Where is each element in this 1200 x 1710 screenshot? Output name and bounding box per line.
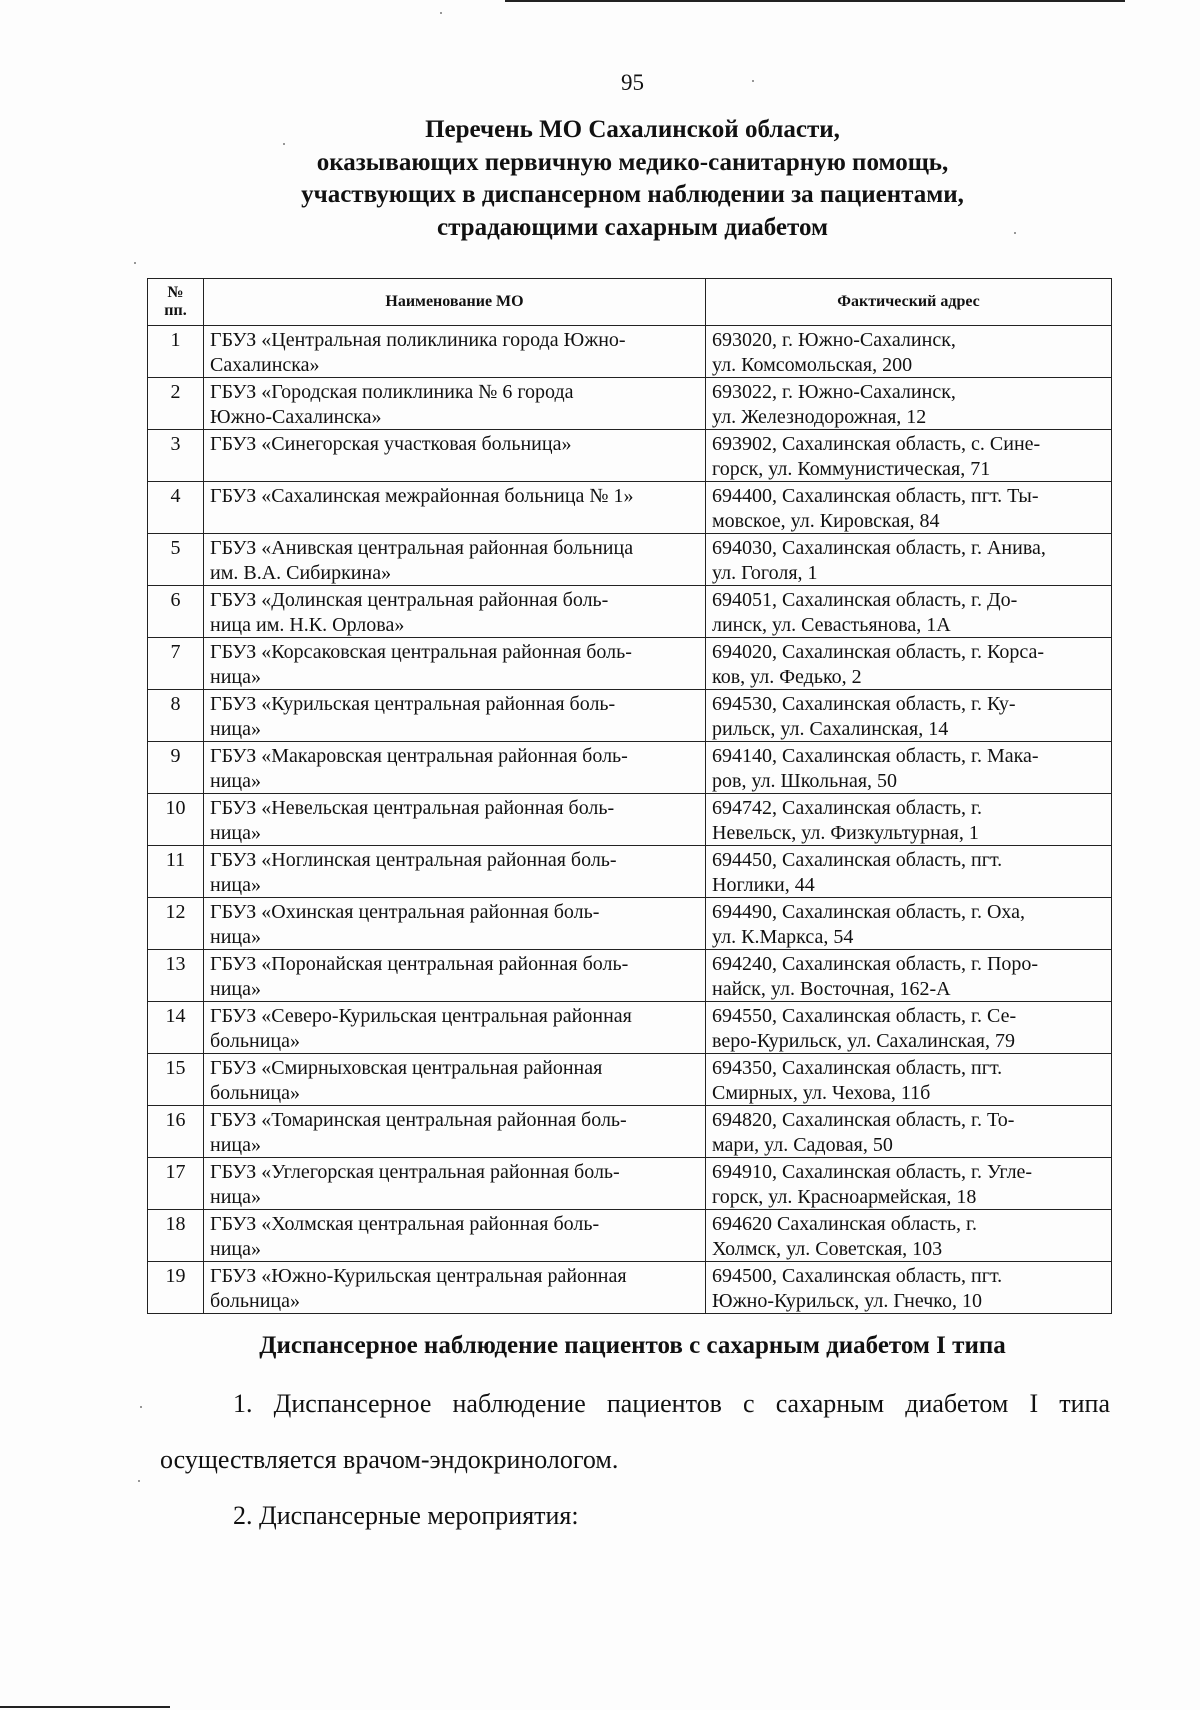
title-line: страдающими сахарным диабетом (436, 213, 829, 241)
row-number: 5 (148, 534, 204, 586)
paragraph-2: 2. Диспансерные мероприятия: (233, 1501, 579, 1530)
mo-name-cell (204, 794, 706, 846)
mo-address-line: 694051, Сахалинская область, г. До- (712, 589, 1018, 611)
mo-name-line: ГБУЗ «Сахалинская межрайонная больница № 1» (210, 485, 634, 507)
page-number: 95 (621, 70, 644, 95)
mo-name-line: ница» (210, 1133, 261, 1156)
mo-name-line: Южно-Сахалинска» (210, 405, 382, 428)
mo-address-line: 694350, Сахалинская область, пгт. (712, 1057, 1003, 1079)
mo-name-line: ница» (210, 1185, 261, 1208)
mo-name-cell (204, 638, 706, 690)
mo-address-line: 694490, Сахалинская область, г. Оха, (712, 901, 1026, 923)
header-number-line2: пп. (164, 302, 187, 319)
mo-address-cell (706, 638, 1112, 690)
row-number: 10 (148, 794, 204, 846)
mo-address-line: рильск, ул. Сахалинская, 14 (712, 717, 949, 740)
table-row (148, 586, 1112, 638)
mo-name-line: ница» (210, 977, 261, 1000)
row-number: 1 (148, 326, 204, 378)
mo-name-cell (204, 1210, 706, 1262)
scan-speck (140, 1406, 142, 1408)
mo-address-line: найск, ул. Восточная, 162-А (712, 977, 951, 1000)
mo-address-cell (706, 690, 1112, 742)
table-row (148, 1158, 1112, 1210)
mo-name-cell (204, 326, 706, 378)
mo-address-line: 694500, Сахалинская область, пгт. (712, 1265, 1003, 1287)
header-address: Фактический адрес (706, 279, 1112, 326)
mo-name-line: ГБУЗ «Центральная поликлиника города Южно- (210, 329, 626, 351)
mo-address-cell (706, 794, 1112, 846)
row-number: 18 (148, 1210, 204, 1262)
mo-name-line: ница» (210, 769, 261, 792)
mo-name-line: ница им. Н.К. Орлова» (210, 613, 405, 636)
mo-address-line: 694530, Сахалинская область, г. Ку- (712, 693, 1016, 715)
mo-name-cell (204, 1106, 706, 1158)
mo-name-line: ГБУЗ «Долинская центральная районная боль- (210, 589, 609, 611)
row-number: 4 (148, 482, 204, 534)
mo-name-cell (204, 742, 706, 794)
mo-address-line: 694620 Сахалинская область, г. (712, 1213, 977, 1235)
mo-address-line: Холмск, ул. Советская, 103 (712, 1237, 943, 1260)
mo-address-line: 693022, г. Южно-Сахалинск, (712, 381, 956, 403)
table-body (148, 326, 1112, 1314)
table-header-row (148, 279, 1112, 326)
mo-address-cell (706, 950, 1112, 1002)
medical-organizations-table (147, 278, 1112, 1314)
mo-name-cell (204, 690, 706, 742)
mo-address-line: 694240, Сахалинская область, г. Поро- (712, 953, 1039, 975)
mo-name-cell (204, 586, 706, 638)
title-line: участвующих в диспансерном наблюдении за пациентами, (301, 181, 964, 208)
mo-address-cell (706, 898, 1112, 950)
mo-address-cell (706, 1106, 1112, 1158)
table-row (148, 898, 1112, 950)
mo-name-line: ГБУЗ «Северо-Курильская центральная районная (210, 1005, 632, 1027)
mo-name-cell (204, 378, 706, 430)
section-heading: Диспансерное наблюдение пациентов с сахарным диабетом I типа (259, 1332, 1006, 1359)
mo-address-line: ул. Гоголя, 1 (712, 561, 818, 584)
mo-address-cell (706, 326, 1112, 378)
row-number: 12 (148, 898, 204, 950)
row-number: 2 (148, 378, 204, 430)
table-row (148, 950, 1112, 1002)
mo-name-line: ница» (210, 717, 261, 740)
scan-speck (134, 262, 136, 264)
mo-address-line: веро-Курильск, ул. Сахалинская, 79 (712, 1029, 1015, 1052)
table-row (148, 1054, 1112, 1106)
mo-address-cell (706, 482, 1112, 534)
mo-name-cell (204, 430, 706, 482)
mo-address-line: 694140, Сахалинская область, г. Мака- (712, 745, 1039, 767)
mo-address-line: горск, ул. Коммунистическая, 71 (712, 457, 991, 480)
mo-address-cell (706, 1002, 1112, 1054)
row-number: 15 (148, 1054, 204, 1106)
row-number: 16 (148, 1106, 204, 1158)
mo-name-line: ница» (210, 925, 261, 948)
table-row (148, 742, 1112, 794)
mo-name-line: ГБУЗ «Углегорская центральная районная боль- (210, 1161, 620, 1183)
mo-name-cell (204, 1054, 706, 1106)
mo-address-line: 694550, Сахалинская область, г. Се- (712, 1005, 1017, 1027)
mo-name-cell (204, 1158, 706, 1210)
header-number-line1: № (167, 284, 184, 301)
table-row (148, 794, 1112, 846)
mo-name-line: ГБУЗ «Томаринская центральная районная боль- (210, 1109, 627, 1131)
table-row (148, 326, 1112, 378)
title-line: Перечень МО Сахалинской области, (425, 116, 840, 143)
mo-name-line: ГБУЗ «Городская поликлиника № 6 города (210, 381, 574, 403)
mo-name-line: ница» (210, 873, 261, 896)
mo-name-line: ГБУЗ «Охинская центральная районная боль- (210, 901, 600, 923)
mo-name-line: ГБУЗ «Курильская центральная районная боль- (210, 693, 616, 715)
mo-address-line: ул. Комсомольская, 200 (712, 353, 913, 376)
mo-name-cell (204, 898, 706, 950)
mo-name-line: ГБУЗ «Синегорская участковая больница» (210, 433, 572, 455)
table-row (148, 534, 1112, 586)
table-row (148, 430, 1112, 482)
mo-address-line: 694910, Сахалинская область, г. Угле- (712, 1161, 1033, 1183)
mo-name-line: ГБУЗ «Холмская центральная районная боль- (210, 1213, 600, 1235)
table-row (148, 1002, 1112, 1054)
mo-name-line: ница» (210, 821, 261, 844)
mo-address-line: 694030, Сахалинская область, г. Анива, (712, 537, 1046, 559)
mo-name-line: больница» (210, 1029, 300, 1052)
mo-name-line: больница» (210, 1081, 300, 1104)
title-line: оказывающих первичную медико-санитарную помощь, (316, 148, 949, 176)
mo-address-cell (706, 1158, 1112, 1210)
mo-address-cell (706, 846, 1112, 898)
mo-name-line: ГБУЗ «Корсаковская центральная районная боль- (210, 641, 632, 663)
mo-address-cell (706, 1054, 1112, 1106)
row-number: 13 (148, 950, 204, 1002)
mo-name-line: ГБУЗ «Смирныховская центральная районная (210, 1057, 603, 1079)
row-number: 17 (148, 1158, 204, 1210)
mo-name-line: ГБУЗ «Невельская центральная районная боль- (210, 797, 615, 819)
row-number: 7 (148, 638, 204, 690)
table-row (148, 638, 1112, 690)
mo-address-line: Невельск, ул. Физкультурная, 1 (712, 821, 979, 844)
table-row (148, 1210, 1112, 1262)
row-number: 19 (148, 1262, 204, 1314)
mo-address-line: линск, ул. Севастьянова, 1А (712, 613, 951, 636)
mo-address-line: Ноглики, 44 (712, 873, 815, 896)
header-number (148, 279, 204, 326)
row-number: 6 (148, 586, 204, 638)
mo-name-line: им. В.А. Сибиркина» (210, 561, 392, 584)
table-row (148, 482, 1112, 534)
document-title (130, 114, 1135, 244)
top-edge-rule (505, 0, 1125, 2)
mo-name-line: ница» (210, 1237, 261, 1260)
mo-address-line: горск, ул. Красноармейская, 18 (712, 1185, 977, 1208)
mo-address-cell (706, 742, 1112, 794)
mo-address-cell (706, 1210, 1112, 1262)
mo-address-line: 693902, Сахалинская область, с. Сине- (712, 433, 1041, 455)
mo-address-line: ул. Железнодорожная, 12 (712, 405, 927, 428)
scan-speck (138, 1480, 140, 1482)
mo-address-line: Южно-Курильск, ул. Гнечко, 10 (712, 1289, 982, 1312)
mo-address-line: ков, ул. Федько, 2 (712, 665, 862, 688)
mo-address-cell (706, 1262, 1112, 1314)
header-name: Наименование МО (204, 279, 706, 326)
mo-address-line: ров, ул. Школьная, 50 (712, 769, 898, 792)
mo-address-line: 694450, Сахалинская область, пгт. (712, 849, 1003, 871)
row-number: 3 (148, 430, 204, 482)
scan-speck (440, 12, 442, 14)
table-row (148, 378, 1112, 430)
table-row (148, 690, 1112, 742)
bottom-edge-rule (0, 1706, 170, 1708)
mo-address-line: 693020, г. Южно-Сахалинск, (712, 329, 956, 351)
table-row (148, 846, 1112, 898)
table-row (148, 1262, 1112, 1314)
mo-name-line: Сахалинска» (210, 353, 320, 376)
mo-address-line: Смирных, ул. Чехова, 11б (712, 1081, 931, 1104)
mo-address-cell (706, 586, 1112, 638)
mo-address-cell (706, 430, 1112, 482)
mo-name-cell (204, 950, 706, 1002)
mo-address-line: мовское, ул. Кировская, 84 (712, 509, 940, 532)
row-number: 14 (148, 1002, 204, 1054)
mo-name-line: ГБУЗ «Ноглинская центральная районная боль- (210, 849, 617, 871)
table-row (148, 1106, 1112, 1158)
mo-name-line: ГБУЗ «Южно-Курильская центральная районная (210, 1265, 627, 1287)
mo-name-cell (204, 846, 706, 898)
mo-name-cell (204, 482, 706, 534)
paragraph-1: 1. Диспансерное наблюдение пациентов с сахарным диабетом I типа осуществляется врачом-эндокринологом. (160, 1389, 1110, 1474)
mo-address-cell (706, 378, 1112, 430)
mo-name-cell (204, 534, 706, 586)
mo-name-cell (204, 1002, 706, 1054)
mo-address-line: 694020, Сахалинская область, г. Корса- (712, 641, 1044, 663)
row-number: 11 (148, 846, 204, 898)
mo-address-line: 694820, Сахалинская область, г. То- (712, 1109, 1015, 1131)
mo-name-line: ГБУЗ «Поронайская центральная районная боль- (210, 953, 629, 975)
mo-name-line: ГБУЗ «Анивская центральная районная больница (210, 537, 634, 559)
mo-name-line: больница» (210, 1289, 300, 1312)
mo-address-line: 694742, Сахалинская область, г. (712, 797, 982, 819)
mo-address-line: мари, ул. Садовая, 50 (712, 1133, 893, 1156)
mo-name-line: ГБУЗ «Макаровская центральная районная боль- (210, 745, 628, 767)
mo-address-line: 694400, Сахалинская область, пгт. Ты- (712, 485, 1039, 507)
mo-name-line: ница» (210, 665, 261, 688)
mo-name-cell (204, 1262, 706, 1314)
mo-address-cell (706, 534, 1112, 586)
mo-address-line: ул. К.Маркса, 54 (712, 925, 854, 948)
row-number: 8 (148, 690, 204, 742)
row-number: 9 (148, 742, 204, 794)
